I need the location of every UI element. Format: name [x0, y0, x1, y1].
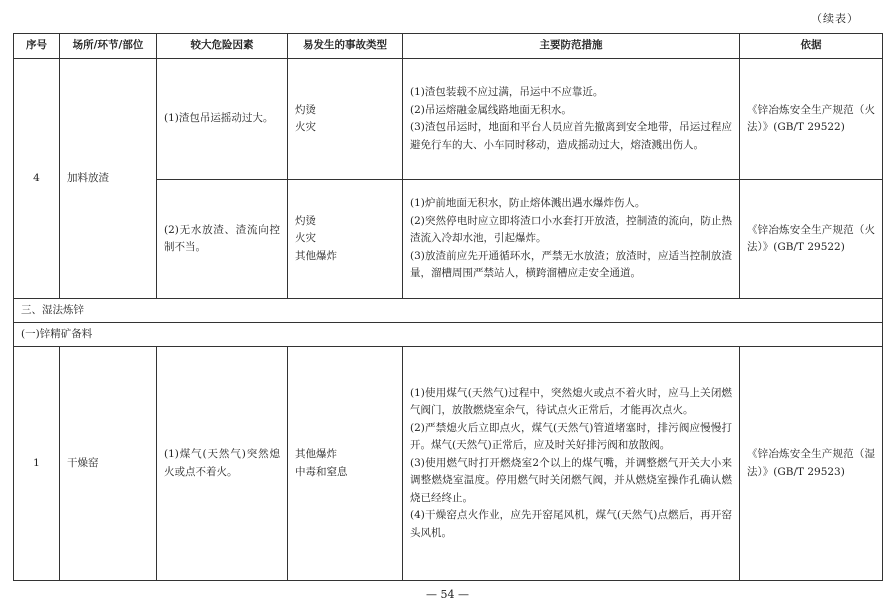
section-title: 三、湿法炼锌: [14, 299, 883, 323]
measure-item: (4)干燥窑点火作业，应先开窑尾风机，煤气(天然气)点燃后，再开窑头风机。: [410, 509, 732, 539]
risk-factor-cell: (1)渣包吊运摇动过大。: [157, 59, 288, 180]
measure-item: (2)突然停电时应立即将渣口小水套打开放渣，控制渣的流向，防止热渣流入冷却水池，引起爆炸。: [410, 214, 732, 245]
header-location: 场所/环节/部位: [60, 34, 157, 59]
accident-type: 火灾: [295, 232, 316, 245]
basis-cell: 《锌冶炼安全生产规范（火法）》(GB/T 29522): [740, 59, 883, 180]
subsection-row: [14, 323, 883, 347]
measure-item: (2)吊运熔融金属线路地面无积水。: [410, 103, 572, 116]
measure-item: (1)使用煤气(天然气)过程中，突然熄火或点不着火时，应马上关闭燃气阀门，放散燃烧室余气，待试点火正常后，才能再次点火。: [410, 386, 732, 417]
header-risk-factor: 较大危险因素: [157, 34, 288, 59]
table-row: [14, 347, 883, 581]
header-accident-type: 易发生的事故类型: [288, 34, 403, 59]
table-row: [14, 59, 883, 180]
measure-item: (1)炉前地面无积水，防止熔体溅出遇水爆炸伤人。: [410, 197, 646, 210]
basis-cell: 《锌冶炼安全生产规范（湿法）》(GB/T 29523): [740, 347, 883, 581]
accident-type: 灼烫: [295, 214, 316, 227]
measure-item: (2)严禁熄火后立即点火，煤气(天然气)管道堵塞时，排污阀应慢慢打开。煤气(天然气)正常后，应及时关好排污阀和放散阀。: [410, 421, 732, 452]
header-number: 序号: [14, 34, 60, 59]
measures-cell: [403, 59, 740, 180]
measure-item: (1)渣包装载不应过满，吊运中不应靠近。: [410, 86, 604, 98]
accident-type: 其他爆炸: [295, 448, 337, 460]
accident-type-cell: [288, 347, 403, 581]
measures-cell: [403, 180, 740, 299]
measure-item: (3)放渣前应先开通循环水，严禁无水放渣；放渣时，应适当控制放渣量，溜槽周围严禁站人，横跨溜槽应走安全通道。: [410, 249, 732, 280]
measure-item: (3)使用燃气时打开燃烧室2个以上的煤气嘴，并调整燃气开关大小来调整燃烧室温度。停用燃气时关闭燃气阀，并从燃烧室操作孔确认燃烧已经终止。: [410, 456, 732, 504]
accident-type-cell: [288, 180, 403, 299]
accident-type: 其他爆炸: [295, 249, 337, 262]
accident-type: 火灾: [295, 121, 316, 133]
continued-label: （续表）: [811, 12, 859, 25]
row-location: 干燥窑: [60, 347, 157, 581]
accident-type-cell: [288, 59, 403, 180]
row-location: 加料放渣: [60, 59, 157, 299]
row-number: 4: [14, 59, 60, 299]
risk-factor-cell: (1)煤气(天然气)突然熄火或点不着火。: [157, 347, 288, 581]
header-basis: 依据: [740, 34, 883, 59]
header-measures: 主要防范措施: [403, 34, 740, 59]
accident-type: 中毒和窒息: [295, 465, 348, 478]
measures-cell: [403, 347, 740, 581]
section-row: [14, 299, 883, 323]
basis-cell: 《锌冶炼安全生产规范（火法）》(GB/T 29522): [740, 180, 883, 299]
measure-item: (3)渣包吊运时，地面和平台人员应首先撤离到安全地带，吊运过程应避免行车的大、小车同时移动，造成摇动过大，熔渣溅出伤人。: [410, 121, 732, 151]
table-header-row: [14, 34, 883, 59]
accident-type: 灼烫: [295, 103, 316, 116]
page-number: — 54 —: [426, 588, 469, 601]
risk-factor-cell: (2)无水放渣、渣流向控制不当。: [157, 180, 288, 299]
subsection-title: (一)锌精矿备料: [14, 323, 883, 347]
hazard-table: [13, 33, 883, 581]
row-number: 1: [14, 347, 60, 581]
